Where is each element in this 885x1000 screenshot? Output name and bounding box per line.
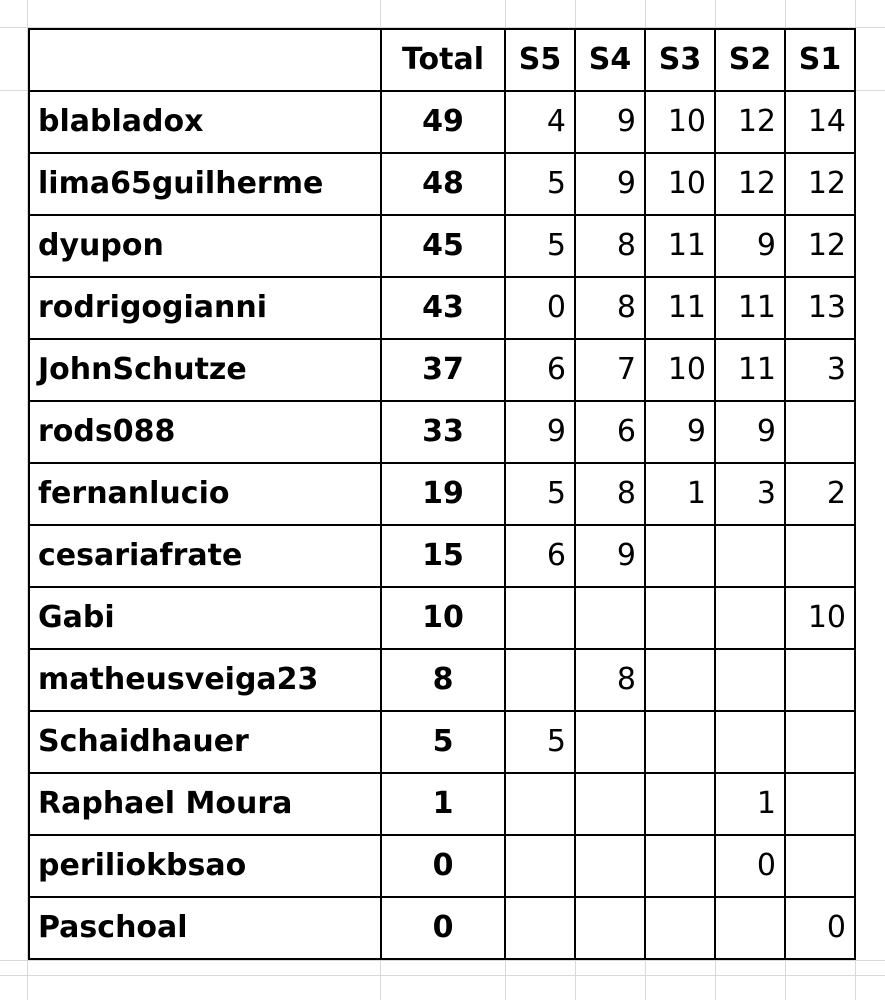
column-header-s1: S1	[785, 29, 855, 91]
score-s4: 6	[575, 401, 645, 463]
score-s4: 7	[575, 339, 645, 401]
score-s1	[785, 525, 855, 587]
score-s3	[645, 711, 715, 773]
score-s1	[785, 835, 855, 897]
score-s5: 0	[505, 277, 575, 339]
score-s5	[505, 897, 575, 959]
score-s4: 8	[575, 463, 645, 525]
table-row	[29, 401, 855, 463]
score-s1	[785, 401, 855, 463]
column-header-s4: S4	[575, 29, 645, 91]
column-header-s2: S2	[715, 29, 785, 91]
player-name: fernanlucio	[29, 463, 381, 525]
column-header-total: Total	[381, 29, 505, 91]
score-s2: 11	[715, 339, 785, 401]
player-total: 43	[381, 277, 505, 339]
table-row	[29, 91, 855, 153]
table-row	[29, 711, 855, 773]
column-header-name	[29, 29, 381, 91]
table-row	[29, 835, 855, 897]
player-name: lima65guilherme	[29, 153, 381, 215]
score-s4: 9	[575, 91, 645, 153]
player-total: 0	[381, 897, 505, 959]
score-s4	[575, 711, 645, 773]
column-header-s3: S3	[645, 29, 715, 91]
player-name: Gabi	[29, 587, 381, 649]
score-s3: 11	[645, 277, 715, 339]
score-s3	[645, 525, 715, 587]
score-s3: 9	[645, 401, 715, 463]
score-s3	[645, 773, 715, 835]
score-s2: 1	[715, 773, 785, 835]
score-s5: 5	[505, 153, 575, 215]
score-s4	[575, 897, 645, 959]
score-s1: 0	[785, 897, 855, 959]
score-s1: 2	[785, 463, 855, 525]
player-name: Schaidhauer	[29, 711, 381, 773]
player-name: JohnSchutze	[29, 339, 381, 401]
score-s5	[505, 835, 575, 897]
score-s4: 9	[575, 525, 645, 587]
score-s5: 6	[505, 339, 575, 401]
score-s4	[575, 835, 645, 897]
player-name: periliokbsao	[29, 835, 381, 897]
score-s3: 10	[645, 339, 715, 401]
table-row	[29, 153, 855, 215]
score-s3: 1	[645, 463, 715, 525]
table-row	[29, 339, 855, 401]
table-header-row	[29, 29, 855, 91]
score-s2	[715, 711, 785, 773]
player-name: rodrigogianni	[29, 277, 381, 339]
player-total: 49	[381, 91, 505, 153]
score-s1	[785, 649, 855, 711]
grid-line-horizontal	[0, 960, 885, 961]
player-name: blabladox	[29, 91, 381, 153]
player-name: Paschoal	[29, 897, 381, 959]
score-s4: 8	[575, 649, 645, 711]
player-name: Raphael Moura	[29, 773, 381, 835]
table-row	[29, 773, 855, 835]
grid-line-horizontal	[0, 975, 885, 976]
table-row	[29, 215, 855, 277]
score-s5	[505, 649, 575, 711]
score-s5: 5	[505, 711, 575, 773]
score-s1: 12	[785, 215, 855, 277]
score-s5: 5	[505, 463, 575, 525]
score-s3	[645, 835, 715, 897]
score-s5: 6	[505, 525, 575, 587]
score-s3: 10	[645, 153, 715, 215]
score-s5	[505, 587, 575, 649]
player-total: 1	[381, 773, 505, 835]
score-s3	[645, 587, 715, 649]
player-name: dyupon	[29, 215, 381, 277]
player-total: 8	[381, 649, 505, 711]
score-s2	[715, 525, 785, 587]
score-s2: 0	[715, 835, 785, 897]
score-s4	[575, 587, 645, 649]
score-s1: 14	[785, 91, 855, 153]
score-s2	[715, 587, 785, 649]
score-s1: 10	[785, 587, 855, 649]
score-s5: 9	[505, 401, 575, 463]
player-total: 33	[381, 401, 505, 463]
table-row	[29, 897, 855, 959]
ranking-table	[28, 28, 856, 960]
player-total: 45	[381, 215, 505, 277]
score-s2: 12	[715, 153, 785, 215]
score-s1	[785, 711, 855, 773]
player-total: 48	[381, 153, 505, 215]
score-s2: 9	[715, 401, 785, 463]
score-s2	[715, 897, 785, 959]
score-s2: 3	[715, 463, 785, 525]
score-s5	[505, 773, 575, 835]
score-s4: 9	[575, 153, 645, 215]
score-s1: 13	[785, 277, 855, 339]
score-s3	[645, 649, 715, 711]
score-s1: 3	[785, 339, 855, 401]
player-total: 19	[381, 463, 505, 525]
score-s1: 12	[785, 153, 855, 215]
table-row	[29, 277, 855, 339]
score-s5: 5	[505, 215, 575, 277]
table-row	[29, 649, 855, 711]
score-s4: 8	[575, 277, 645, 339]
player-total: 0	[381, 835, 505, 897]
table-row	[29, 463, 855, 525]
score-s3: 11	[645, 215, 715, 277]
player-total: 37	[381, 339, 505, 401]
column-header-s5: S5	[505, 29, 575, 91]
score-s1	[785, 773, 855, 835]
table-row	[29, 525, 855, 587]
score-s3: 10	[645, 91, 715, 153]
player-total: 15	[381, 525, 505, 587]
player-name: rods088	[29, 401, 381, 463]
score-s5: 4	[505, 91, 575, 153]
player-total: 10	[381, 587, 505, 649]
score-s2: 9	[715, 215, 785, 277]
score-s2: 12	[715, 91, 785, 153]
score-s2	[715, 649, 785, 711]
player-name: matheusveiga23	[29, 649, 381, 711]
score-s4: 8	[575, 215, 645, 277]
score-s4	[575, 773, 645, 835]
score-s2: 11	[715, 277, 785, 339]
player-name: cesariafrate	[29, 525, 381, 587]
score-s3	[645, 897, 715, 959]
table-row	[29, 587, 855, 649]
player-total: 5	[381, 711, 505, 773]
